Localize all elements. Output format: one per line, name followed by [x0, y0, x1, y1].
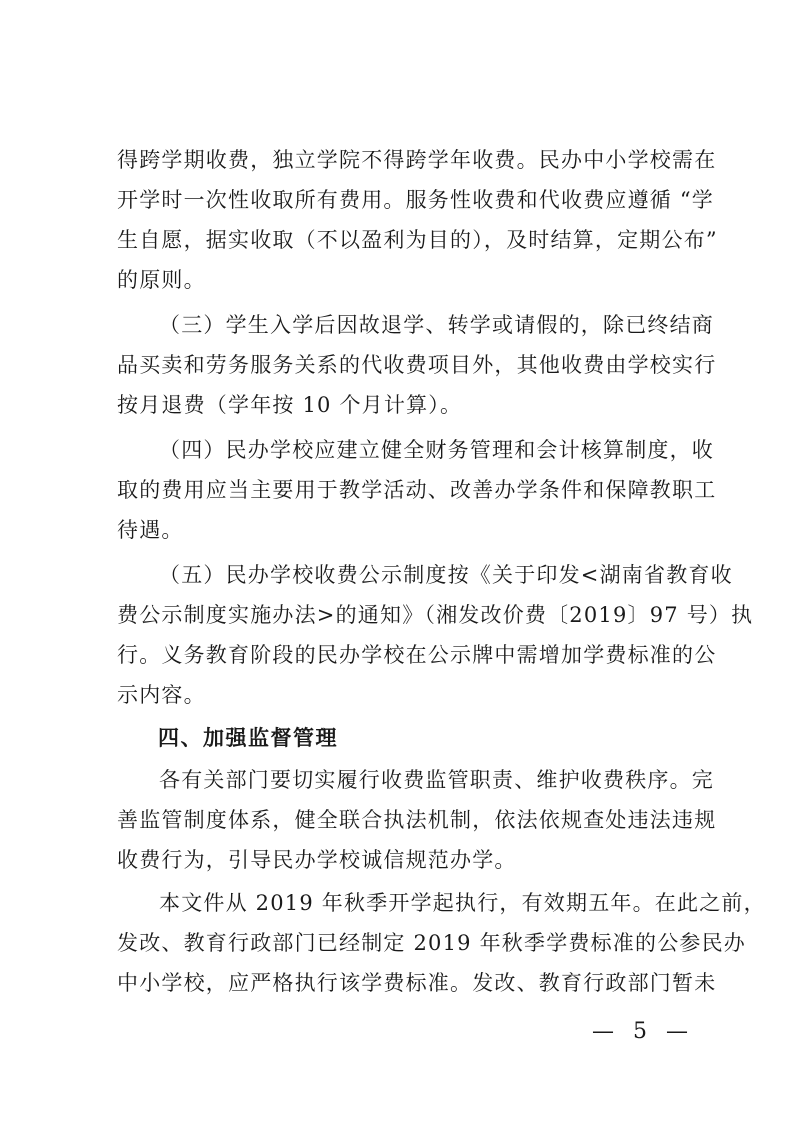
page-number: — 5 — — [592, 1019, 694, 1044]
text-line: 得跨学期收费，独立学院不得跨学年收费。民办中小学校需在 — [117, 148, 717, 172]
text-line: 行。义务教育阶段的民办学校在公示牌中需增加学费标准的公 — [117, 643, 717, 667]
text-line: 费公示制度实施办法>的通知》（湘发改价费〔2019〕97 号）执 — [117, 603, 754, 627]
text-line: （四）民办学校应建立健全财务管理和会计核算制度，收 — [159, 438, 714, 462]
paragraph-1 — [117, 140, 718, 300]
text-line: 善监管制度体系，健全联合执法机制，依法依规查处违法违规 — [117, 808, 717, 832]
paragraph-3 — [117, 430, 717, 550]
text-line: 发改、教育行政部门已经制定 2019 年秋季学费标准的公参民办 — [117, 931, 746, 955]
text-line: 待遇。 — [117, 518, 184, 542]
text-line: 生自愿，据实收取（不以盈利为目的），及时结算，定期公布” — [117, 228, 718, 252]
text-line: 各有关部门要切实履行收费监管职责、维护收费秩序。完 — [159, 768, 714, 792]
paragraph-5 — [117, 760, 717, 880]
paragraph-2 — [117, 305, 717, 425]
text-line: 中小学校，应严格执行该学费标准。发改、教育行政部门暂未 — [117, 971, 717, 995]
paragraph-6 — [117, 883, 766, 1003]
text-line: 的原则。 — [117, 268, 206, 292]
text-line: 收费行为，引导民办学校诚信规范办学。 — [117, 848, 517, 872]
text-line: 取的费用应当主要用于教学活动、改善办学条件和保障教职工 — [117, 478, 717, 502]
paragraph-4 — [117, 555, 754, 715]
text-line: 开学时一次性收取所有费用。服务性收费和代收费应遵循 “学 — [117, 188, 715, 212]
text-line: 按月退费（学年按 10 个月计算）。 — [117, 393, 463, 417]
text-line: 示内容。 — [117, 683, 206, 707]
text-line: 本文件从 2019 年秋季开学起执行，有效期五年。在此之前， — [159, 891, 766, 915]
text-line: （三）学生入学后因故退学、转学或请假的，除已终结商 — [159, 313, 714, 337]
section-heading: 四、加强监督管理 — [158, 726, 338, 750]
text-line: （五）民办学校收费公示制度按《关于印发<湖南省教育收 — [159, 563, 733, 587]
text-line: 品买卖和劳务服务关系的代收费项目外，其他收费由学校实行 — [117, 353, 717, 377]
